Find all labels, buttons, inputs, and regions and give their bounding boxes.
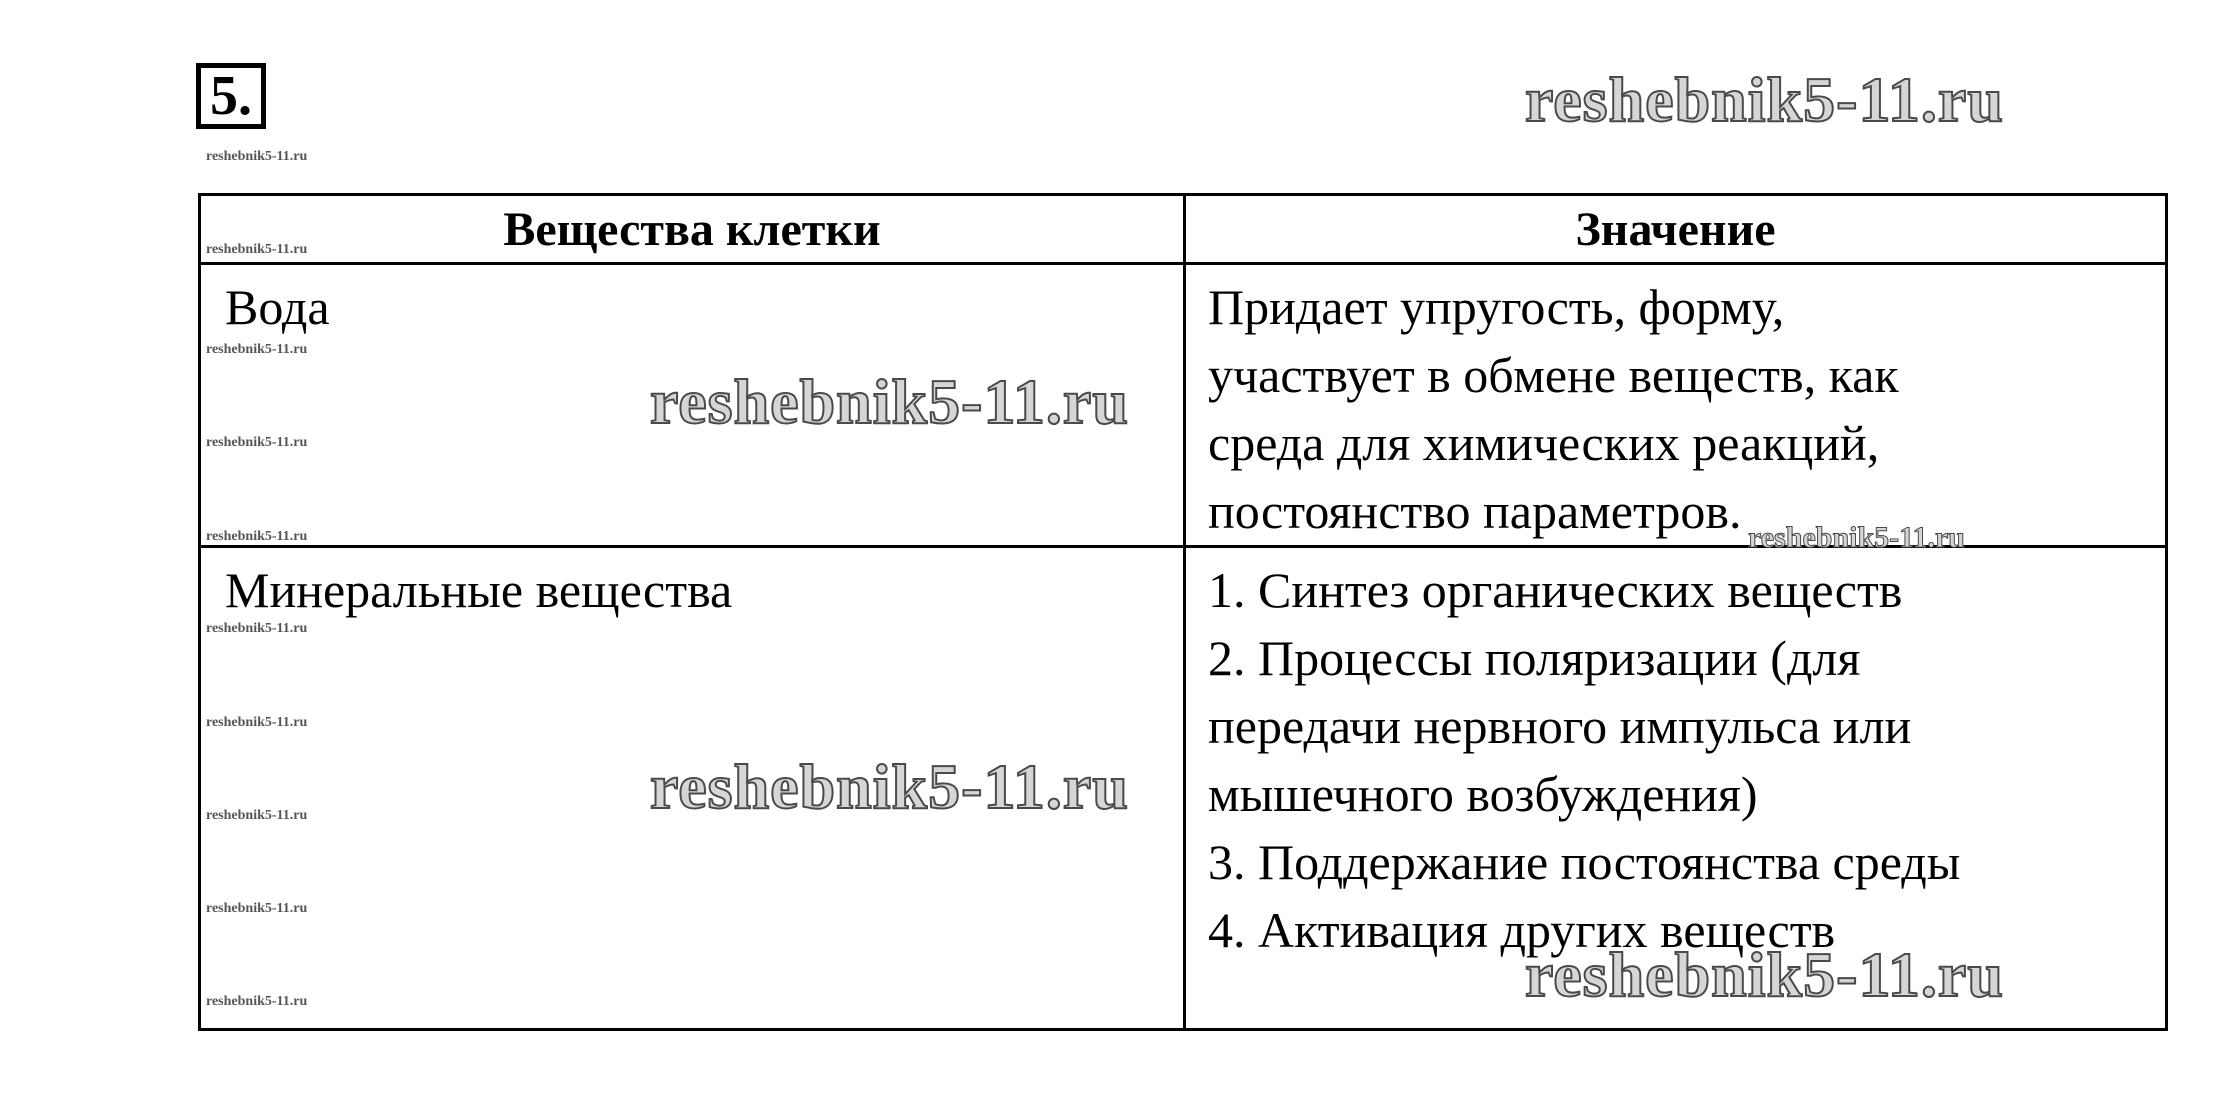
watermark-small: reshebnik5-11.ru xyxy=(206,435,308,450)
meaning-line: 2. Процессы поляризации (для xyxy=(1208,630,1861,686)
meaning-line: 3. Поддержание постоянства среды xyxy=(1208,834,1961,890)
watermark-mid: reshebnik5-11.ru xyxy=(1748,521,1965,554)
watermark-small: reshebnik5-11.ru xyxy=(206,994,308,1009)
cell-substance: Минеральные вещества xyxy=(200,547,1185,1030)
meaning-line: мышечного возбуждения) xyxy=(1208,766,1758,822)
watermark-small: reshebnik5-11.ru xyxy=(206,529,308,544)
watermark-small: reshebnik5-11.ru xyxy=(206,242,308,257)
meaning-line: среда для химических реакций, xyxy=(1208,415,1880,471)
meaning-line: передачи нервного импульса или xyxy=(1208,698,1912,754)
table-header-row xyxy=(200,195,2167,264)
watermark-small: reshebnik5-11.ru xyxy=(206,715,308,730)
table-row xyxy=(200,264,2167,547)
watermark-small: reshebnik5-11.ru xyxy=(206,901,308,916)
watermark-bottom-right: reshebnik5-11.ru xyxy=(1525,939,2004,1010)
watermark-small: reshebnik5-11.ru xyxy=(206,342,308,357)
meaning-line: Придает упругость, форму, xyxy=(1208,279,1785,335)
cell-substance: Вода xyxy=(200,264,1185,547)
watermark-center: reshebnik5-11.ru xyxy=(650,366,1129,437)
watermark-center: reshebnik5-11.ru xyxy=(650,751,1129,822)
cell-meaning xyxy=(1185,264,2167,547)
watermark-small: reshebnik5-11.ru xyxy=(206,808,308,823)
meaning-line: 4. Активация других веществ xyxy=(1208,902,1836,958)
meaning-line: 1. Синтез органических веществ xyxy=(1208,562,1903,618)
header-substances: Вещества клетки xyxy=(200,195,1185,264)
task-number: 5. xyxy=(196,63,266,129)
substances-table xyxy=(198,193,2168,1031)
header-meaning: Значение xyxy=(1185,195,2167,264)
watermark-small: reshebnik5-11.ru xyxy=(206,621,308,636)
meaning-line: постоянство параметров. xyxy=(1208,483,1742,539)
watermark-top-right: reshebnik5-11.ru xyxy=(1525,64,2004,135)
meaning-line: участвует в обмене веществ, как xyxy=(1208,347,1899,403)
watermark-small: reshebnik5-11.ru xyxy=(206,149,308,164)
